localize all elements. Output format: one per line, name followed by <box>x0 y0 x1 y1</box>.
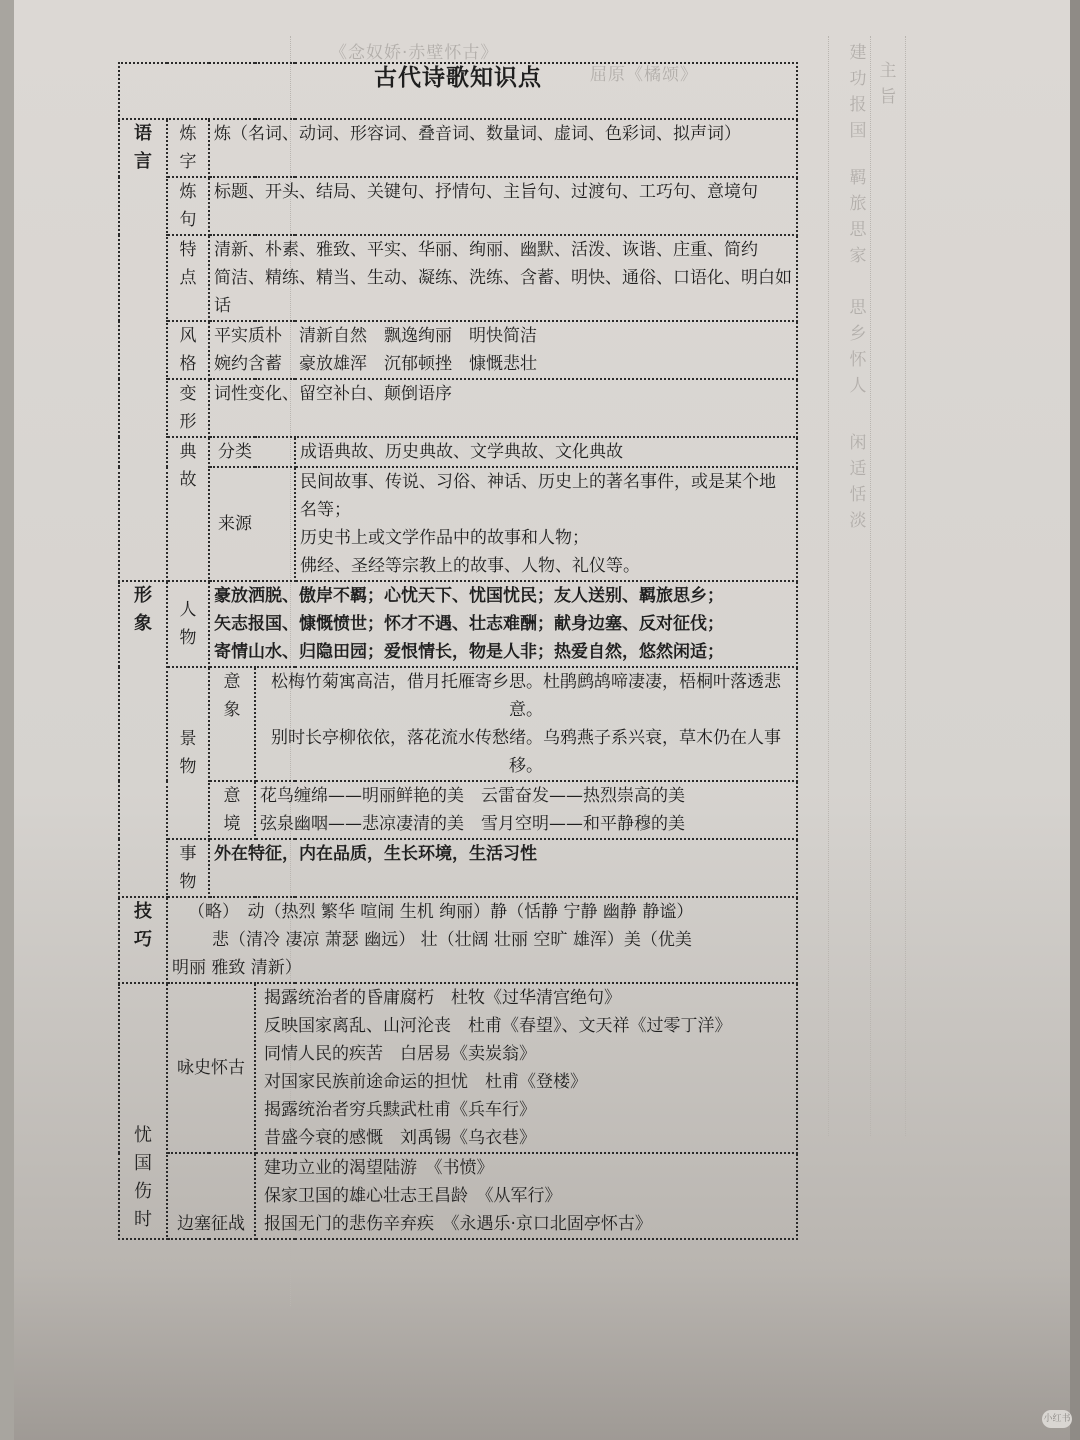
table-row <box>119 437 797 467</box>
category-technique: 技巧 <box>119 897 167 983</box>
subcategory-label: 炼句 <box>167 177 209 235</box>
row-content: 清新、朴素、雅致、平实、华丽、绚丽、幽默、活泼、诙谐、庄重、简约 简洁、精练、精当、生动、凝练、洗练、含蓄、明快、通俗、口语化、明白如话 <box>209 235 797 321</box>
watermark-logo: 小红书 <box>1042 1410 1072 1428</box>
subcategory-label: 人物 <box>167 581 209 667</box>
subcategory-label: 边塞征战 <box>167 1153 255 1239</box>
category-image: 形象 <box>119 581 167 897</box>
table-row <box>119 235 797 321</box>
table-row <box>119 467 797 581</box>
page-title: 古代诗歌知识点 <box>119 63 797 119</box>
bleed-through-line <box>905 36 906 1136</box>
bleed-through-line <box>828 36 829 1136</box>
table-row <box>119 177 797 235</box>
table-row <box>119 781 797 839</box>
table-row <box>119 897 797 983</box>
bleed-through-vertical-text: 建功报国 <box>849 43 867 141</box>
subcategory-label: 风格 <box>167 321 209 379</box>
sub-subcategory-label: 分类 <box>209 437 295 467</box>
bleed-through-text-top-2: 屈原《橘颂》 <box>590 65 698 85</box>
subcategory-label: 炼字 <box>167 119 209 177</box>
sub-subcategory-label: 意境 <box>209 781 255 839</box>
subcategory-label: 景物 <box>167 667 209 839</box>
row-content: 词性变化、留空补白、颠倒语序 <box>209 379 797 437</box>
category-language: 语言 <box>119 119 167 581</box>
row-content: 花鸟缠绵——明丽鲜艳的美 云雷奋发——热烈崇高的美 弦泉幽咽——悲凉凄清的美 雪月空明——和平静穆的美 <box>255 781 797 839</box>
row-content: 成语典故、历史典故、文学典故、文化典故 <box>295 437 797 467</box>
bleed-through-vertical-text: 思乡怀人 <box>849 298 867 396</box>
table-row <box>119 983 797 1153</box>
row-content: 标题、开头、结局、关键句、抒情句、主旨句、过渡句、工巧句、意境句 <box>209 177 797 235</box>
bleed-through-vertical-text: 羁旅思家 <box>849 168 867 266</box>
sub-subcategory-label: 来源 <box>209 467 295 581</box>
page-edge-right <box>1070 0 1080 1440</box>
row-content: 平实质朴 清新自然 飘逸绚丽 明快简洁 婉约含蓄 豪放雄浑 沉郁顿挫 慷慨悲壮 <box>209 321 797 379</box>
row-content: 揭露统治者的昏庸腐朽 杜牧《过华清宫绝句》 反映国家离乱、山河沦丧 杜甫《春望》、文天祥《过零丁洋》 同情人民的疾苦 白居易《卖炭翁》 对国家民族前途命运的担忧 杜甫《登楼》 揭露统治者穷兵黩武杜甫《兵车行》 昔盛今衰的感慨 刘禹锡《乌衣巷》 <box>255 983 797 1153</box>
row-content: 建功立业的渴望陆游 《书愤》 保家卫国的雄心壮志王昌龄 《从军行》 报国无门的悲伤辛弃疾 《永遇乐·京口北固亭怀古》 <box>255 1153 797 1239</box>
subcategory-label: 事物 <box>167 839 209 897</box>
subcategory-label: 特点 <box>167 235 209 321</box>
knowledge-table <box>118 62 798 1240</box>
table-row <box>119 839 797 897</box>
table-row <box>119 119 797 177</box>
table-row <box>119 667 797 781</box>
subcategory-label: 变形 <box>167 379 209 437</box>
bleed-through-text-top: 《念奴娇·赤壁怀古》 <box>330 43 499 63</box>
table-row <box>119 1153 797 1239</box>
subcategory-label: 典故 <box>167 437 209 581</box>
category-worry: 忧国伤时 <box>119 983 167 1239</box>
row-content: 外在特征，内在品质，生长环境，生活习性 <box>209 839 797 897</box>
row-content: 豪放洒脱、傲岸不羁；心忧天下、忧国忧民；友人送别、羁旅思乡； 矢志报国、慷慨愤世；怀才不遇、壮志难酬；献身边塞、反对征伐； 寄情山水、归隐田园；爱恨情长，物是人非；热爱自然，悠然闲适； <box>209 581 797 667</box>
subcategory-label: 咏史怀古 <box>167 983 255 1153</box>
bleed-through-vertical-text: 闲适恬淡 <box>849 433 867 531</box>
bleed-through-line <box>870 36 871 1136</box>
row-content: （略） 动（热烈 繁华 喧闹 生机 绚丽）静（恬静 宁静 幽静 静谧） 悲（清冷 凄凉 萧瑟 幽远） 壮（壮阔 壮丽 空旷 雄浑）美（优美 明丽 雅致 清新） <box>167 897 797 983</box>
sub-subcategory-label: 意象 <box>209 667 255 781</box>
row-content: 炼（名词、动词、形容词、叠音词、数量词、虚词、色彩词、拟声词） <box>209 119 797 177</box>
table-row <box>119 379 797 437</box>
bleed-through-vertical-text: 主旨 <box>879 61 897 107</box>
row-content: 松梅竹菊寓高洁，借月托雁寄乡思。杜鹃鹧鸪啼凄凄，梧桐叶落透悲意。 别时长亭柳依依，落花流水传愁绪。乌鸦燕子系兴衰，草木仍在人事移。 <box>255 667 797 781</box>
table-row <box>119 581 797 667</box>
page-edge-left <box>0 0 14 1440</box>
table-row <box>119 321 797 379</box>
row-content: 民间故事、传说、习俗、神话、历史上的著名事件，或是某个地名等； 历史书上或文学作品中的故事和人物； 佛经、圣经等宗教上的故事、人物、礼仪等。 <box>295 467 797 581</box>
